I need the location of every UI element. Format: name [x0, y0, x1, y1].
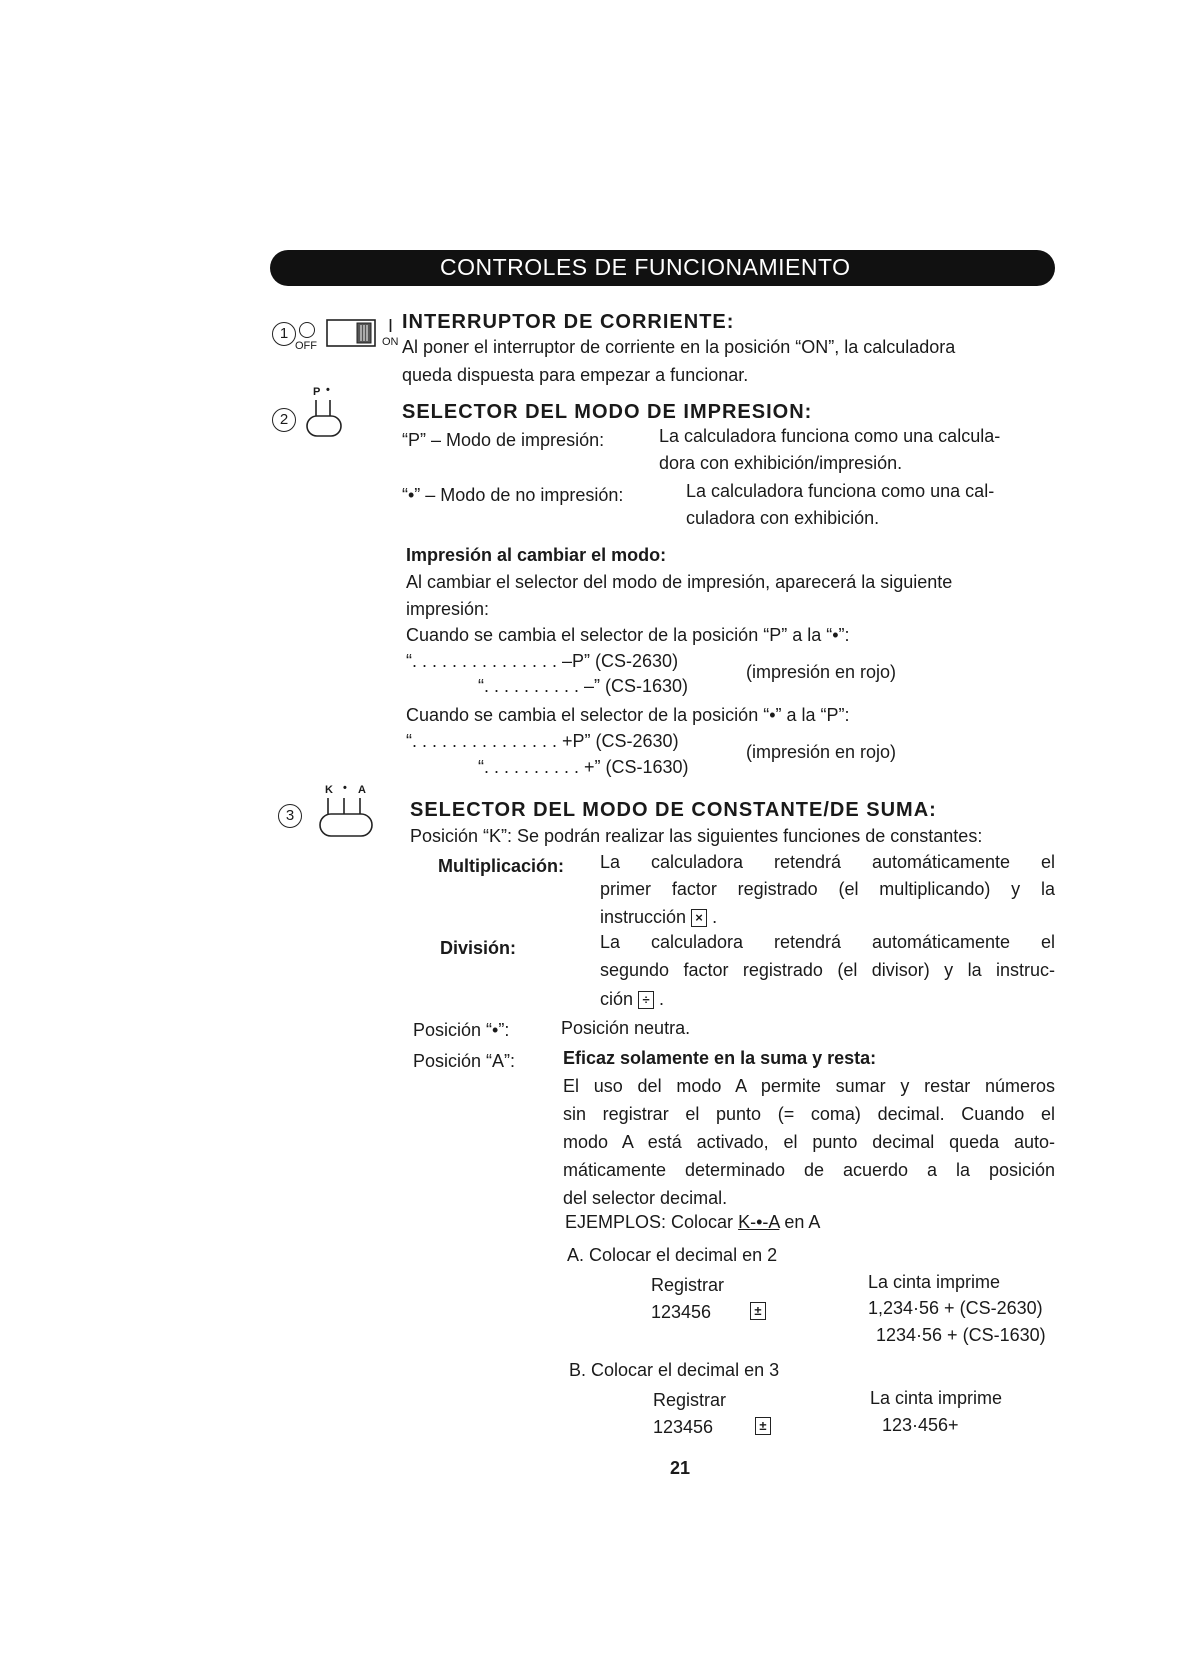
multiplication-desc-1: La calculadora retendrá automáticamente el [600, 852, 1055, 872]
p-to-dot-print-1630: “. . . . . . . . . . –” (CS-1630) [478, 676, 689, 696]
example-b-title: B. Colocar el decimal en 3 [569, 1360, 780, 1380]
example-a-key [750, 1300, 766, 1321]
multiplication-desc-2: primer factor registrado (el multiplicando) y la [600, 879, 1055, 899]
off-indicator-icon [299, 322, 315, 338]
example-b-tape-label: La cinta imprime [870, 1388, 1003, 1408]
red-print-note-1: (impresión en rojo) [746, 662, 897, 682]
multiply-key-icon: × [691, 909, 707, 927]
power-switch-text-1: Al poner el interruptor de corriente en la posición “ON”, la calculadora [402, 337, 956, 357]
example-a-output-2630: 1,234·56 + (CS-2630) [868, 1298, 1043, 1318]
examples-switch-name: K-•-A [738, 1212, 780, 1232]
item-number-1: 1 [272, 322, 296, 346]
dot-mode-desc-2: culadora con exhibición. [686, 508, 880, 528]
power-switch-heading: INTERRUPTOR DE CORRIENTE: [402, 311, 735, 333]
dot-mode-label: “•” – Modo de no impresión: [402, 485, 624, 505]
examples-prefix: EJEMPLOS: Colocar [565, 1212, 734, 1232]
print-mode-heading: SELECTOR DEL MODO DE IMPRESION: [402, 401, 813, 423]
off-label: OFF [295, 340, 317, 352]
division-desc-3: ción ÷ . [600, 989, 665, 1009]
constant-k-label: K [325, 784, 333, 796]
mode-change-text-2: impresión: [406, 599, 490, 619]
example-b-register-label: Registrar [653, 1390, 727, 1410]
constant-a-label: A [358, 784, 366, 796]
mode-change-text-1: Al cambiar el selector del modo de impresión, aparecerá la siguiente [406, 572, 953, 592]
k-position-text: Posición “K”: Se podrán realizar las siguientes funciones de constantes: [410, 826, 983, 846]
on-marker: I [388, 316, 394, 336]
print-mode-selector-icon [305, 398, 347, 440]
p-to-dot-print-2630: “. . . . . . . . . . . . . . . –P” (CS-2630) [406, 651, 679, 671]
p-mode-desc-2: dora con exhibición/impresión. [659, 453, 903, 473]
constant-mode-heading: SELECTOR DEL MODO DE CONSTANTE/DE SUMA: [410, 799, 937, 821]
dot-to-p-print-1630: “. . . . . . . . . . +” (CS-1630) [478, 757, 689, 777]
constant-dot-label: • [343, 782, 347, 794]
multiplication-desc-3: instrucción × . [600, 907, 718, 927]
a-position-label: Posición “A”: [413, 1051, 516, 1071]
neutral-position-desc: Posición neutra. [561, 1018, 691, 1038]
p-mode-label: “P” – Modo de impresión: [402, 430, 605, 450]
neutral-position-label: Posición “•”: [413, 1020, 510, 1040]
constant-selector-icon [318, 796, 376, 840]
power-switch-text-2: queda dispuesta para empezar a funcionar. [402, 365, 749, 385]
item-number-3: 3 [278, 804, 302, 828]
example-a-number: 123456 [651, 1302, 712, 1322]
examples-line [565, 1212, 820, 1233]
a-position-desc-4: máticamente determinado de acuerdo a la posición [563, 1160, 1055, 1180]
division-desc-1: La calculadora retendrá automáticamente el [600, 932, 1055, 952]
examples-suffix: en A [784, 1212, 821, 1232]
example-a-output-1630: 1234·56 + (CS-1630) [876, 1325, 1046, 1345]
section-title: CONTROLES DE FUNCIONAMIENTO [440, 254, 851, 280]
a-position-desc-5: del selector decimal. [563, 1188, 728, 1208]
example-b-number: 123456 [653, 1417, 714, 1437]
multiplication-desc-3-text: instrucción [600, 907, 687, 927]
on-label: ON [382, 336, 399, 348]
item-number-2: 2 [272, 408, 296, 432]
multiplication-label: Multiplicación: [438, 856, 564, 876]
mode-change-heading: Impresión al cambiar el modo: [406, 545, 667, 565]
red-print-note-2: (impresión en rojo) [746, 742, 897, 762]
print-mode-dot-label: • [326, 384, 330, 396]
dot-to-p-print-2630: “. . . . . . . . . . . . . . . +P” (CS-2630) [406, 731, 679, 751]
plus-equals-key-icon-b: ± [755, 1417, 771, 1435]
p-mode-desc-1: La calculadora funciona como una calcula- [659, 426, 1001, 446]
p-to-dot-text: Cuando se cambia el selector de la posición “P” a la “•”: [406, 625, 850, 645]
example-b-key [755, 1415, 771, 1436]
print-mode-p-label: P [313, 386, 321, 398]
a-position-heading: Eficaz solamente en la suma y resta: [563, 1048, 877, 1068]
division-desc-2: segundo factor registrado (el divisor) y la instruc- [600, 960, 1055, 980]
dot-mode-desc-1: La calculadora funciona como una cal- [686, 481, 995, 501]
division-desc-3-text: ción [600, 989, 634, 1009]
division-label: División: [440, 938, 517, 958]
example-b-output: 123·456+ [882, 1415, 959, 1435]
dot-to-p-text: Cuando se cambia el selector de la posición “•” a la “P”: [406, 705, 850, 725]
a-position-desc-1: El uso del modo A permite sumar y restar números [563, 1076, 1055, 1096]
example-a-register-label: Registrar [651, 1275, 725, 1295]
example-a-tape-label: La cinta imprime [868, 1272, 1001, 1292]
a-position-desc-2: sin registrar el punto (= coma) decimal. Cuando el [563, 1104, 1055, 1124]
plus-equals-key-icon: ± [750, 1302, 766, 1320]
page-number: 21 [670, 1458, 691, 1478]
a-position-desc-3: modo A está activado, el punto decimal queda auto- [563, 1132, 1055, 1152]
power-switch-icon [326, 318, 378, 350]
divide-key-icon: ÷ [638, 991, 654, 1009]
example-a-title: A. Colocar el decimal en 2 [567, 1245, 778, 1265]
